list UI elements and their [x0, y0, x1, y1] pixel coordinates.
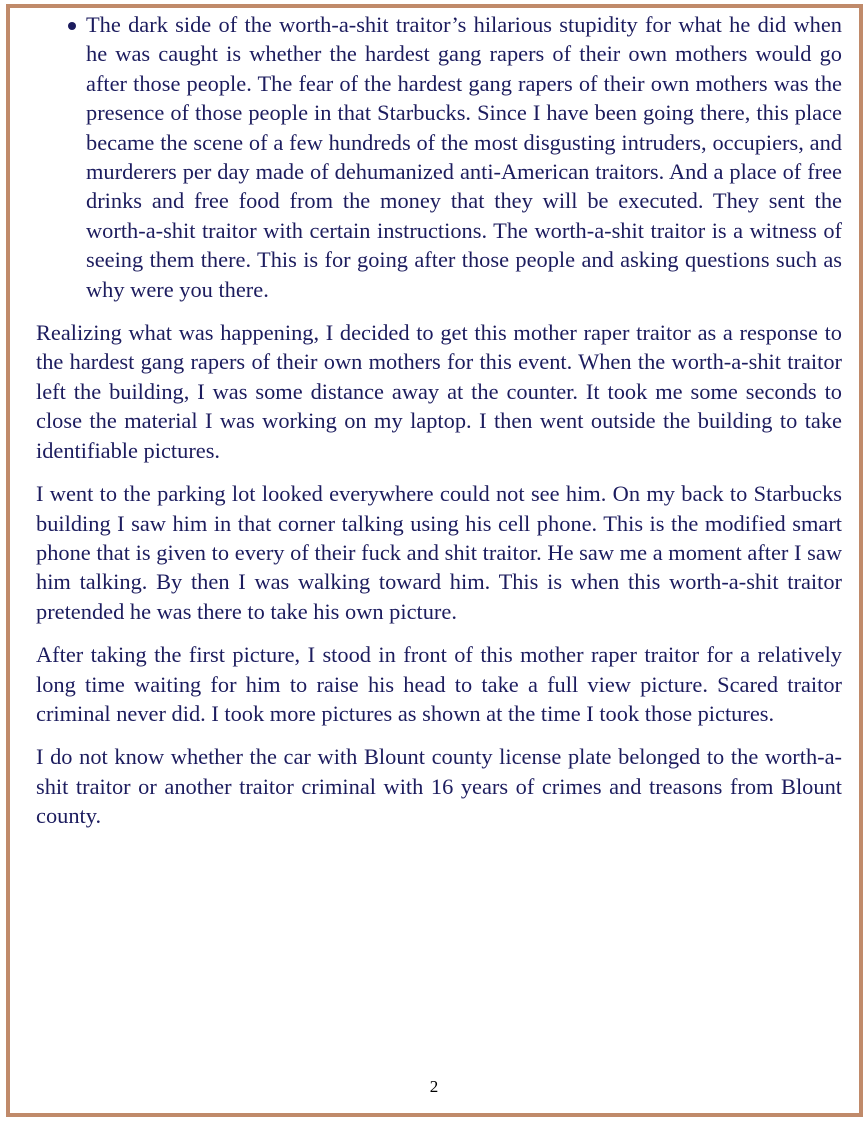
paragraph-license-plate: I do not know whether the car with Blount county license plate belonged to the worth-a-shit traitor or another traitor criminal with 16 years of crimes and treasons from Blount county. — [36, 744, 842, 829]
document-body — [36, 10, 842, 845]
paragraph-realizing: Realizing what was happening, I decided to get this mother raper traitor as a response to the hardest gang rapers of their own mothers for this event. When the worth-a-shit traitor left the building, I was some distance away at the counter. It took me some seconds to close the material I was working on my laptop. I then went outside the building to take identifiable pictures. — [36, 320, 842, 463]
page-frame — [6, 4, 863, 1117]
paragraph-parking-lot: I went to the parking lot looked everywhere could not see him. On my back to Starbucks building I saw him in that corner talking using his cell phone. This is the modified smart phone that is given to every of their fuck and shit traitor. He saw me a moment after I saw him talking. By then I was walking toward him. This is when this worth-a-shit traitor pretended he was there to take his own picture. — [36, 481, 842, 624]
page-number: 2 — [429, 1077, 439, 1096]
bullet-dot-icon — [68, 22, 76, 30]
bullet-item — [36, 10, 842, 304]
bullet-list — [36, 10, 842, 304]
paragraph-first-picture: After taking the first picture, I stood in front of this mother raper traitor for a relatively long time waiting for him to raise his head to take a full view picture. Scared traitor criminal never did. I took more pictures as shown at the time I took those pictures. — [36, 642, 842, 726]
bullet-text: The dark side of the worth-a-shit traitor’s hilarious stupidity for what he did when he was caught is whether the hardest gang rapers of their own mothers would go after those people. The fear of the hardest gang rapers of their own mothers was the presence of those people in that Starbucks. Since I have been going there, this place became the scene of a few hundreds of the most disgusting intruders, occupiers, and murderers per day made of dehumanized anti-American traitors. And a place of free drinks and free food from the money that they will be executed. They sent the worth-a-shit traitor with certain instructions. The worth-a-shit traitor is a witness of seeing them there. This is for going after those people and asking questions such as why were you there. — [86, 12, 842, 302]
